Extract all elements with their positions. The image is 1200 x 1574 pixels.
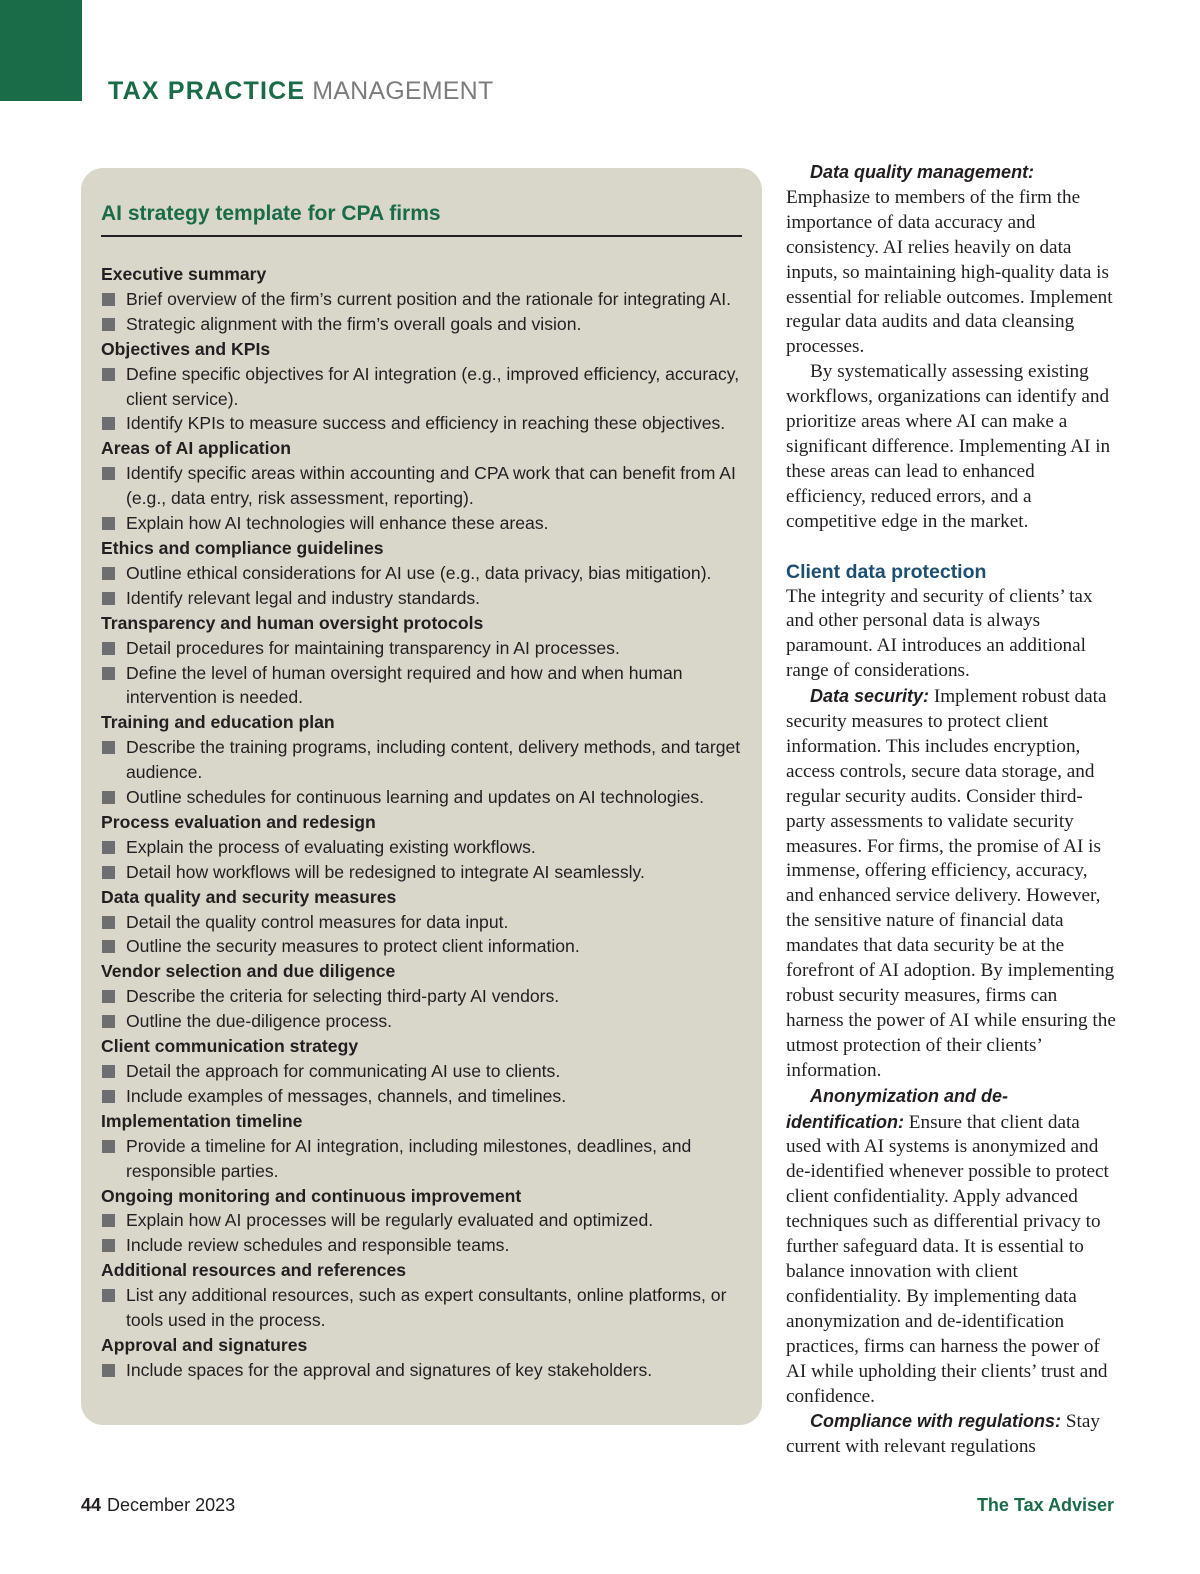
article-paragraph — [786, 1409, 1118, 1460]
section-header-bold: TAX PRACTICE — [108, 77, 306, 105]
sidebar-title: AI strategy template for CPA firms — [101, 202, 441, 225]
run-in-heading: Data security: — [810, 686, 930, 707]
list-item-text: Explain how AI processes will be regularly evaluated and optimized. — [126, 1210, 654, 1231]
square-bullet-icon — [102, 1090, 115, 1103]
paragraph-text: Ensure that client data used with AI systems is anonymized and de-identified whenever possible to protect client confidentiality. Apply advanced techniques such as differential privacy to further safeguard data. It is essential to balance innovation with client confidentiality. By implementing data anonymization and de-identification practices, firms can harness the power of AI while upholding their clients’ trust and confidence. — [786, 1111, 1109, 1407]
list-item-text: Outline the security measures to protect client information. — [126, 936, 580, 957]
run-in-heading: Compliance with regulations: — [810, 1411, 1062, 1432]
square-bullet-icon — [102, 318, 115, 331]
sidebar-section-heading: Training and education plan — [101, 712, 335, 733]
list-item — [101, 1134, 742, 1184]
corner-color-block — [0, 0, 82, 101]
list-item — [101, 860, 742, 885]
sidebar-item-list — [101, 1283, 742, 1333]
list-item — [101, 1208, 742, 1233]
sidebar-divider — [101, 235, 742, 237]
list-item-text: Explain how AI technologies will enhance these areas. — [126, 513, 549, 534]
list-item-text: Identify relevant legal and industry standards. — [126, 587, 481, 608]
sidebar-item-list — [101, 636, 742, 711]
square-bullet-icon — [102, 1015, 115, 1028]
square-bullet-icon — [102, 567, 115, 580]
list-item — [101, 411, 742, 436]
article-subheading: Client data protection — [786, 560, 987, 583]
square-bullet-icon — [102, 642, 115, 655]
section-header-light: MANAGEMENT — [312, 77, 494, 105]
sidebar-section-heading: Client communication strategy — [101, 1036, 359, 1057]
sidebar-section-heading: Process evaluation and redesign — [101, 811, 376, 832]
list-item — [101, 1059, 742, 1084]
sidebar-item-list — [101, 461, 742, 536]
list-item — [101, 362, 742, 412]
list-item — [101, 287, 742, 312]
sidebar-item-list — [101, 1208, 742, 1258]
list-item — [101, 511, 742, 536]
list-item-text: Outline schedules for continuous learning and updates on AI technologies. — [126, 787, 705, 808]
square-bullet-icon — [102, 592, 115, 605]
article-paragraph — [786, 160, 1118, 360]
square-bullet-icon — [102, 667, 115, 680]
article-paragraph: By systematically assessing existing workflows, organizations can identify and prioritize areas where AI can make a significant difference. Implementing AI in these areas can lead to enhanced efficiency, reduced errors, and a competitive edge in the market. — [786, 361, 1111, 532]
sidebar-item-list — [101, 910, 742, 960]
list-item-text: Describe the training programs, including content, delivery methods, and target audience. — [126, 737, 741, 783]
article-paragraph — [786, 684, 1118, 1084]
sidebar-section-heading: Vendor selection and due diligence — [101, 961, 396, 982]
section-header — [108, 76, 493, 106]
list-item — [101, 1283, 742, 1333]
paragraph-text: Emphasize to members of the firm the importance of data accuracy and consistency. AI relies heavily on data inputs, so maintaining high-quality data is essential for reliable outcomes. Implement regular data audits and data cleansing processes. — [786, 186, 1113, 358]
sidebar-section-heading: Additional resources and references — [101, 1260, 407, 1281]
square-bullet-icon — [102, 1289, 115, 1302]
sidebar-section-heading: Transparency and human oversight protocols — [101, 612, 484, 633]
publication-name: The Tax Adviser — [976, 1495, 1114, 1515]
list-item-text: Detail the quality control measures for data input. — [126, 911, 509, 932]
square-bullet-icon — [102, 866, 115, 879]
sidebar-section-heading: Areas of AI application — [101, 438, 291, 459]
list-item — [101, 661, 742, 711]
list-item-text: Outline ethical considerations for AI use (e.g., data privacy, bias mitigation). — [126, 562, 712, 583]
list-item — [101, 461, 742, 511]
square-bullet-icon — [102, 741, 115, 754]
list-item-text: Provide a timeline for AI integration, including milestones, deadlines, and responsible parties. — [126, 1135, 692, 1181]
list-item-text: Identify specific areas within accounting and CPA work that can benefit from AI (e.g., data entry, risk assessment, reporting). — [126, 463, 736, 509]
square-bullet-icon — [102, 1239, 115, 1252]
sidebar-section-heading: Ethics and compliance guidelines — [101, 537, 384, 558]
square-bullet-icon — [102, 940, 115, 953]
list-item-text: Define specific objectives for AI integration (e.g., improved efficiency, accuracy, client service). — [126, 363, 740, 409]
square-bullet-icon — [102, 293, 115, 306]
list-item-text: Define the level of human oversight required and how and when human intervention is needed. — [126, 662, 683, 708]
square-bullet-icon — [102, 368, 115, 381]
list-item — [101, 1009, 742, 1034]
list-item-text: Detail how workflows will be redesigned to integrate AI seamlessly. — [126, 861, 645, 882]
square-bullet-icon — [102, 467, 115, 480]
list-item-text: Include spaces for the approval and signatures of key stakeholders. — [126, 1359, 653, 1380]
square-bullet-icon — [102, 417, 115, 430]
square-bullet-icon — [102, 1140, 115, 1153]
sidebar-item-list — [101, 1134, 742, 1184]
list-item — [101, 561, 742, 586]
list-item — [101, 785, 742, 810]
sidebar-section-heading: Approval and signatures — [101, 1334, 308, 1355]
article-paragraph: The integrity and security of clients’ tax and other personal data is always paramount. AI introduces an additional range of considerations. — [786, 585, 1093, 682]
list-item-text: List any additional resources, such as expert consultants, online platforms, or tools used in the process. — [126, 1285, 727, 1331]
list-item-text: Describe the criteria for selecting third-party AI vendors. — [126, 986, 560, 1007]
sidebar-sections — [101, 262, 742, 1383]
list-item-text: Identify KPIs to measure success and efficiency in reaching these objectives. — [126, 413, 726, 434]
list-item — [101, 636, 742, 661]
sidebar-section-heading: Data quality and security measures — [101, 886, 397, 907]
sidebar-box — [81, 168, 762, 1425]
sidebar-item-list — [101, 1358, 742, 1383]
sidebar-item-list — [101, 984, 742, 1034]
list-item-text: Include review schedules and responsible teams. — [126, 1235, 510, 1256]
page-number: 44 — [81, 1495, 102, 1515]
sidebar-item-list — [101, 835, 742, 885]
square-bullet-icon — [102, 916, 115, 929]
sidebar-item-list — [101, 287, 742, 337]
sidebar-item-list — [101, 1059, 742, 1109]
run-in-heading: Anonymization and de-identification: — [786, 1085, 1008, 1132]
square-bullet-icon — [102, 517, 115, 530]
issue-date: December 2023 — [107, 1495, 236, 1515]
sidebar-section-heading: Ongoing monitoring and continuous improvement — [101, 1185, 522, 1206]
list-item — [101, 984, 742, 1009]
list-item — [101, 1233, 742, 1258]
sidebar-section-heading: Implementation timeline — [101, 1110, 303, 1131]
square-bullet-icon — [102, 990, 115, 1003]
square-bullet-icon — [102, 791, 115, 804]
sidebar-item-list — [101, 561, 742, 611]
sidebar-item-list — [101, 735, 742, 810]
sidebar-section-heading: Objectives and KPIs — [101, 338, 271, 359]
footer-folio — [81, 1493, 235, 1517]
paragraph-text: Stay current with relevant regulations — [786, 1411, 1100, 1458]
list-item-text: Outline the due-diligence process. — [126, 1011, 393, 1032]
list-item-text: Brief overview of the firm’s current position and the rationale for integrating AI. — [126, 288, 732, 309]
list-item-text: Include examples of messages, channels, and timelines. — [126, 1085, 567, 1106]
list-item — [101, 312, 742, 337]
sidebar-item-list — [101, 362, 742, 437]
sidebar-section-heading: Executive summary — [101, 264, 267, 284]
list-item-text: Detail procedures for maintaining transparency in AI processes. — [126, 637, 620, 658]
run-in-heading: Data quality management: — [810, 162, 1035, 182]
list-item — [101, 586, 742, 611]
square-bullet-icon — [102, 1214, 115, 1227]
square-bullet-icon — [102, 1065, 115, 1078]
list-item-text: Explain the process of evaluating existing workflows. — [126, 836, 536, 857]
list-item — [101, 735, 742, 785]
square-bullet-icon — [102, 1364, 115, 1377]
paragraph-text: Implement robust data security measures to protect client information. This includes encryption, access controls, secure data storage, and regular security audits. Consider third-party assessments to validate security measures. For firms, the promise of AI is immense, offering efficiency, accuracy, and enhanced service delivery. However, the sensitive nature of financial data mandates that data security be at the forefront of AI adoption. By implementing robust security measures, firms can harness the power of AI while ensuring the utmost protection of their clients’ information. — [786, 686, 1116, 1081]
list-item — [101, 910, 742, 935]
article-paragraph — [786, 1084, 1118, 1410]
list-item — [101, 1358, 742, 1383]
square-bullet-icon — [102, 841, 115, 854]
list-item-text: Strategic alignment with the firm’s overall goals and vision. — [126, 313, 582, 334]
list-item-text: Detail the approach for communicating AI use to clients. — [126, 1061, 561, 1081]
article-column — [786, 160, 1118, 1460]
list-item — [101, 1084, 742, 1109]
list-item — [101, 934, 742, 959]
list-item — [101, 835, 742, 860]
